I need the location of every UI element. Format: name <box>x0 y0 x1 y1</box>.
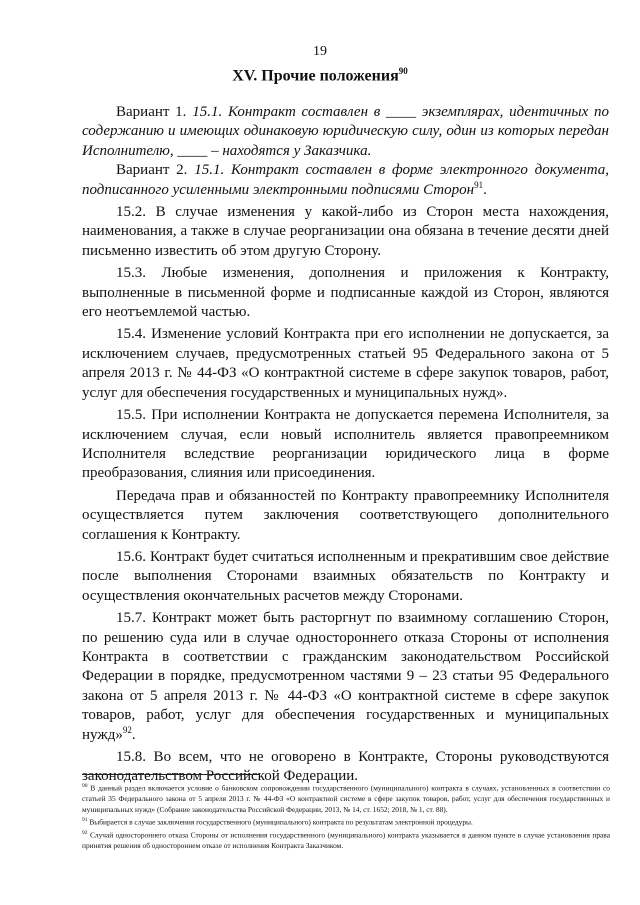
footnote-ref: 92 <box>82 830 88 837</box>
variant-1 <box>82 103 609 161</box>
title-footnote-ref: 90 <box>398 66 408 76</box>
clause-15-8: 15.8. Во всем, что не оговорено в Контракте, Стороны руководствуются законодательством Российской Федерации. <box>82 749 609 785</box>
clause-15-4: 15.4. Изменение условий Контракта при его исполнении не допускается, за исключением случаев, предусмотренных статьей 95 Федерального закона от 5 апреля 2013 г. № 44-ФЗ «О контрактной системе в сфере закупок товаров, работ, услуг для обеспечения государственных и муниципальных нужд». <box>82 326 609 401</box>
variant-2-footnote-ref: 91 <box>474 179 484 190</box>
variant-1-text: 15.1. Контракт составлен в ____ экземплярах, идентичных по содержанию и имеющих одинаковую юридическую силу, один из которых передан Исполнителю, ____ – находятся у Заказчика. <box>82 104 609 159</box>
variant-2-text: 15.1. Контракт составлен в форме электронного документа, подписанного усиленными электронными подписями Сторон <box>82 162 609 198</box>
variant-2-tail: . <box>483 181 487 198</box>
footnote-ref: 91 <box>82 817 88 824</box>
clause-15-7-footnote-ref: 92 <box>122 724 132 735</box>
section-title-text: XV. Прочие положения <box>232 67 399 85</box>
clause-15-6: 15.6. Контракт будет считаться исполненным и прекратившим свое действие после выполнения Сторонами взаимных обязательств по Контракту и осуществления окончательных расчетов между Сторонами. <box>82 548 609 604</box>
clause-15-3: 15.3. Любые изменения, дополнения и приложения к Контракту, выполненные в письменной форме и подписанные каждой из Сторон, являются его неотъемлемой частью. <box>82 265 609 321</box>
variant-1-label: Вариант 1. <box>116 104 187 120</box>
clause-transfer: Передача прав и обязанностей по Контракту правопреемнику Исполнителя осуществляется путем заключения соответствующего дополнительного соглашения к Контракту. <box>82 487 609 543</box>
footnote-divider <box>82 774 260 775</box>
clause-15-7-text: 15.7. Контракт может быть расторгнут по взаимному соглашению Сторон, по решению суда или в случае одностороннего отказа Стороны от исполнения Контракта в соответствии с гражданским законодательством Российской Федерации в порядке, предусмотренном частями 9 – 23 статьи 95 Федерального закона от 5 апреля 2013 г. № 44-ФЗ «О контрактной системе в сфере закупок товаров, работ, услуг для обеспечения государственных и муниципальных нужд» <box>82 610 609 743</box>
section-title <box>0 66 640 85</box>
footnotes <box>82 781 610 852</box>
variant-2-label: Вариант 2. <box>116 162 188 179</box>
footnote-text: Выбирается в случае заключения государственного (муниципального) контракта по результатам электронной процедуры. <box>89 817 473 827</box>
variant-2 <box>82 161 609 200</box>
footnote-ref: 90 <box>82 783 88 789</box>
footnote-text: В данный раздел включается условие о банковском сопровождении государственного (муниципального) контракта в случаях, установленных в соответствии со статьей 35 Федерального закона от 5 апреля 2013 г. № 44-ФЗ «О контрактной системе в сфере закупок товаров, работ, услуг для обеспечения государственных и муниципальных нужд» (Собрание законодательства Российской Федерации, 2013, № 14, ст. 1652; 2018, № 1, ст. 88). <box>82 783 610 814</box>
page-number: 19 <box>313 44 327 59</box>
clause-15-5: 15.5. При исполнении Контракта не допускается перемена Исполнителя, за исключением случая, если новый исполнитель является правопреемником Исполнителя вследствие реорганизации юридического лица в форме преобразования, слияния или присоединения. <box>82 407 609 482</box>
clause-15-7-tail: . <box>131 726 136 743</box>
clause-15-2: 15.2. В случае изменения у какой-либо из Сторон места нахождения, наименования, а также в случае реорганизации она обязана в течение десяти дней письменно известить об этом другую Сторону. <box>82 204 609 259</box>
footnote-text: Случай одностороннего отказа Стороны от исполнения государственного (муниципального) контракта указывается в данном пункте в случае установления права принятия решения об одностороннем отказе от исполнения Контракта Заказчиком. <box>82 830 610 851</box>
footnote <box>82 828 610 852</box>
footnote <box>82 815 610 828</box>
document-body <box>82 103 609 790</box>
footnote <box>82 781 610 815</box>
clause-15-7 <box>82 609 609 745</box>
